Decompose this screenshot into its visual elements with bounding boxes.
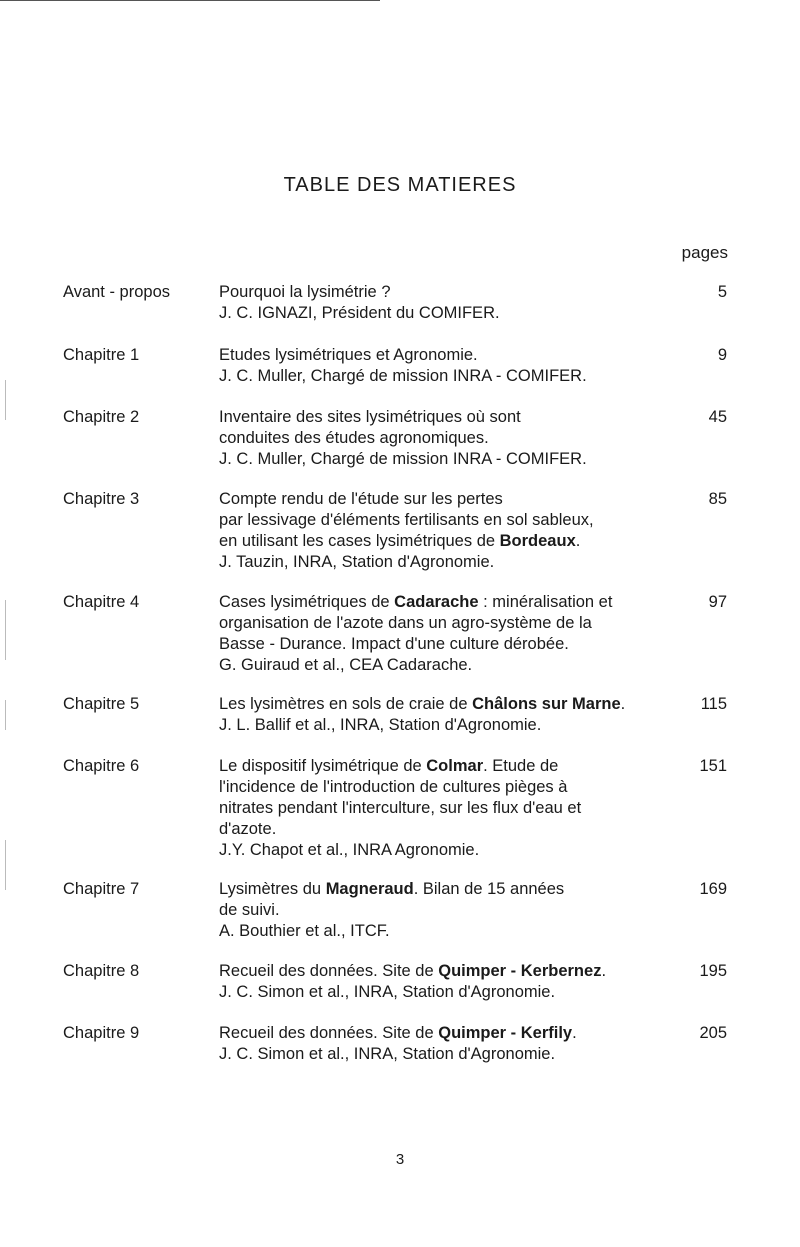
entry-page-number: 85 bbox=[708, 490, 727, 508]
entry-page-number: 5 bbox=[717, 283, 727, 301]
entry-label: Chapitre 1 bbox=[63, 346, 140, 364]
entry-line: Compte rendu de l'étude sur les pertes bbox=[219, 490, 503, 508]
entry-body bbox=[219, 345, 679, 387]
entry-label: Chapitre 4 bbox=[63, 593, 140, 611]
entry-line: Cases lysimétriques de Cadarache : minéralisation et bbox=[219, 593, 613, 611]
entry-line: nitrates pendant l'interculture, sur les flux d'eau et bbox=[219, 799, 582, 817]
entry-line: en utilisant les cases lysimétriques de Bordeaux. bbox=[219, 532, 581, 550]
entry-line: Inventaire des sites lysimétriques où sont bbox=[219, 408, 521, 426]
entry-line: Le dispositif lysimétrique de Colmar. Etude de bbox=[219, 757, 559, 775]
place-name: Quimper - Kerfily bbox=[438, 1024, 573, 1042]
entry-line: J. L. Ballif et al., INRA, Station d'Agronomie. bbox=[219, 716, 542, 734]
entry-line: J. C. Muller, Chargé de mission INRA - COMIFER. bbox=[219, 450, 587, 468]
entry-line: par lessivage d'éléments fertilisants en sol sableux, bbox=[219, 511, 594, 529]
entry-line: Pourquoi la lysimétrie ? bbox=[219, 283, 391, 301]
entry-line: J.Y. Chapot et al., INRA Agronomie. bbox=[219, 841, 480, 859]
entry-line: Etudes lysimétriques et Agronomie. bbox=[219, 346, 478, 364]
entry-line: organisation de l'azote dans un agro-système de la bbox=[219, 614, 592, 632]
entry-line: J. C. Simon et al., INRA, Station d'Agronomie. bbox=[219, 1045, 556, 1063]
entry-label: Chapitre 2 bbox=[63, 408, 140, 426]
page-number: 3 bbox=[395, 1151, 405, 1168]
entry-label: Chapitre 7 bbox=[63, 880, 140, 898]
place-name: Cadarache bbox=[394, 593, 479, 611]
pages-column-header: pages bbox=[681, 243, 728, 262]
entry-page-number: 151 bbox=[699, 757, 727, 775]
entry-line: Les lysimètres en sols de craie de Châlons sur Marne. bbox=[219, 695, 626, 713]
entry-line: J. C. Muller, Chargé de mission INRA - COMIFER. bbox=[219, 367, 587, 385]
entry-label: Chapitre 8 bbox=[63, 962, 140, 980]
entry-page-number: 9 bbox=[717, 346, 727, 364]
scan-margin-mark bbox=[5, 600, 6, 660]
entry-line: d'azote. bbox=[219, 820, 277, 838]
page-title: TABLE DES MATIERES bbox=[283, 174, 517, 196]
entry-body bbox=[219, 592, 679, 676]
place-name: Quimper - Kerbernez bbox=[438, 962, 602, 980]
entry-line: J. C. IGNAZI, Président du COMIFER. bbox=[219, 304, 500, 322]
entry-label: Chapitre 5 bbox=[63, 695, 140, 713]
entry-body bbox=[219, 489, 679, 573]
entry-line: G. Guiraud et al., CEA Cadarache. bbox=[219, 656, 473, 674]
entry-line: Basse - Durance. Impact d'une culture dérobée. bbox=[219, 635, 569, 653]
entry-page-number: 169 bbox=[699, 880, 727, 898]
entry-page-number: 97 bbox=[708, 593, 727, 611]
entry-line: conduites des études agronomiques. bbox=[219, 429, 489, 447]
entry-body bbox=[219, 756, 679, 861]
scan-margin-mark bbox=[5, 380, 6, 420]
entry-label: Chapitre 9 bbox=[63, 1024, 140, 1042]
entry-body bbox=[219, 1023, 679, 1065]
entry-line: de suivi. bbox=[219, 901, 280, 919]
entry-line: Lysimètres du Magneraud. Bilan de 15 années bbox=[219, 880, 565, 898]
scan-artifact-line bbox=[0, 0, 380, 1]
entry-line: l'incidence de l'introduction de cultures pièges à bbox=[219, 778, 568, 796]
place-name: Bordeaux bbox=[499, 532, 576, 550]
place-name: Magneraud bbox=[325, 880, 414, 898]
entry-body bbox=[219, 694, 679, 736]
entry-label: Chapitre 6 bbox=[63, 757, 140, 775]
entry-body bbox=[219, 961, 679, 1003]
entry-page-number: 45 bbox=[708, 408, 727, 426]
entry-page-number: 205 bbox=[699, 1024, 727, 1042]
place-name: Colmar bbox=[426, 757, 484, 775]
entry-body bbox=[219, 282, 679, 324]
entry-page-number: 115 bbox=[700, 695, 727, 713]
entry-line: Recueil des données. Site de Quimper - Kerbernez. bbox=[219, 962, 607, 980]
scan-margin-mark bbox=[5, 840, 6, 890]
entry-line: Recueil des données. Site de Quimper - Kerfily. bbox=[219, 1024, 577, 1042]
entry-label: Chapitre 3 bbox=[63, 490, 140, 508]
entry-label: Avant - propos bbox=[63, 283, 171, 301]
entry-body bbox=[219, 407, 679, 470]
entry-line: J. Tauzin, INRA, Station d'Agronomie. bbox=[219, 553, 495, 571]
place-name: Châlons sur Marne bbox=[472, 695, 621, 713]
entry-line: A. Bouthier et al., ITCF. bbox=[219, 922, 390, 940]
scan-margin-mark bbox=[5, 700, 6, 730]
entry-line: J. C. Simon et al., INRA, Station d'Agronomie. bbox=[219, 983, 556, 1001]
entry-page-number: 195 bbox=[699, 962, 727, 980]
entry-body bbox=[219, 879, 679, 942]
